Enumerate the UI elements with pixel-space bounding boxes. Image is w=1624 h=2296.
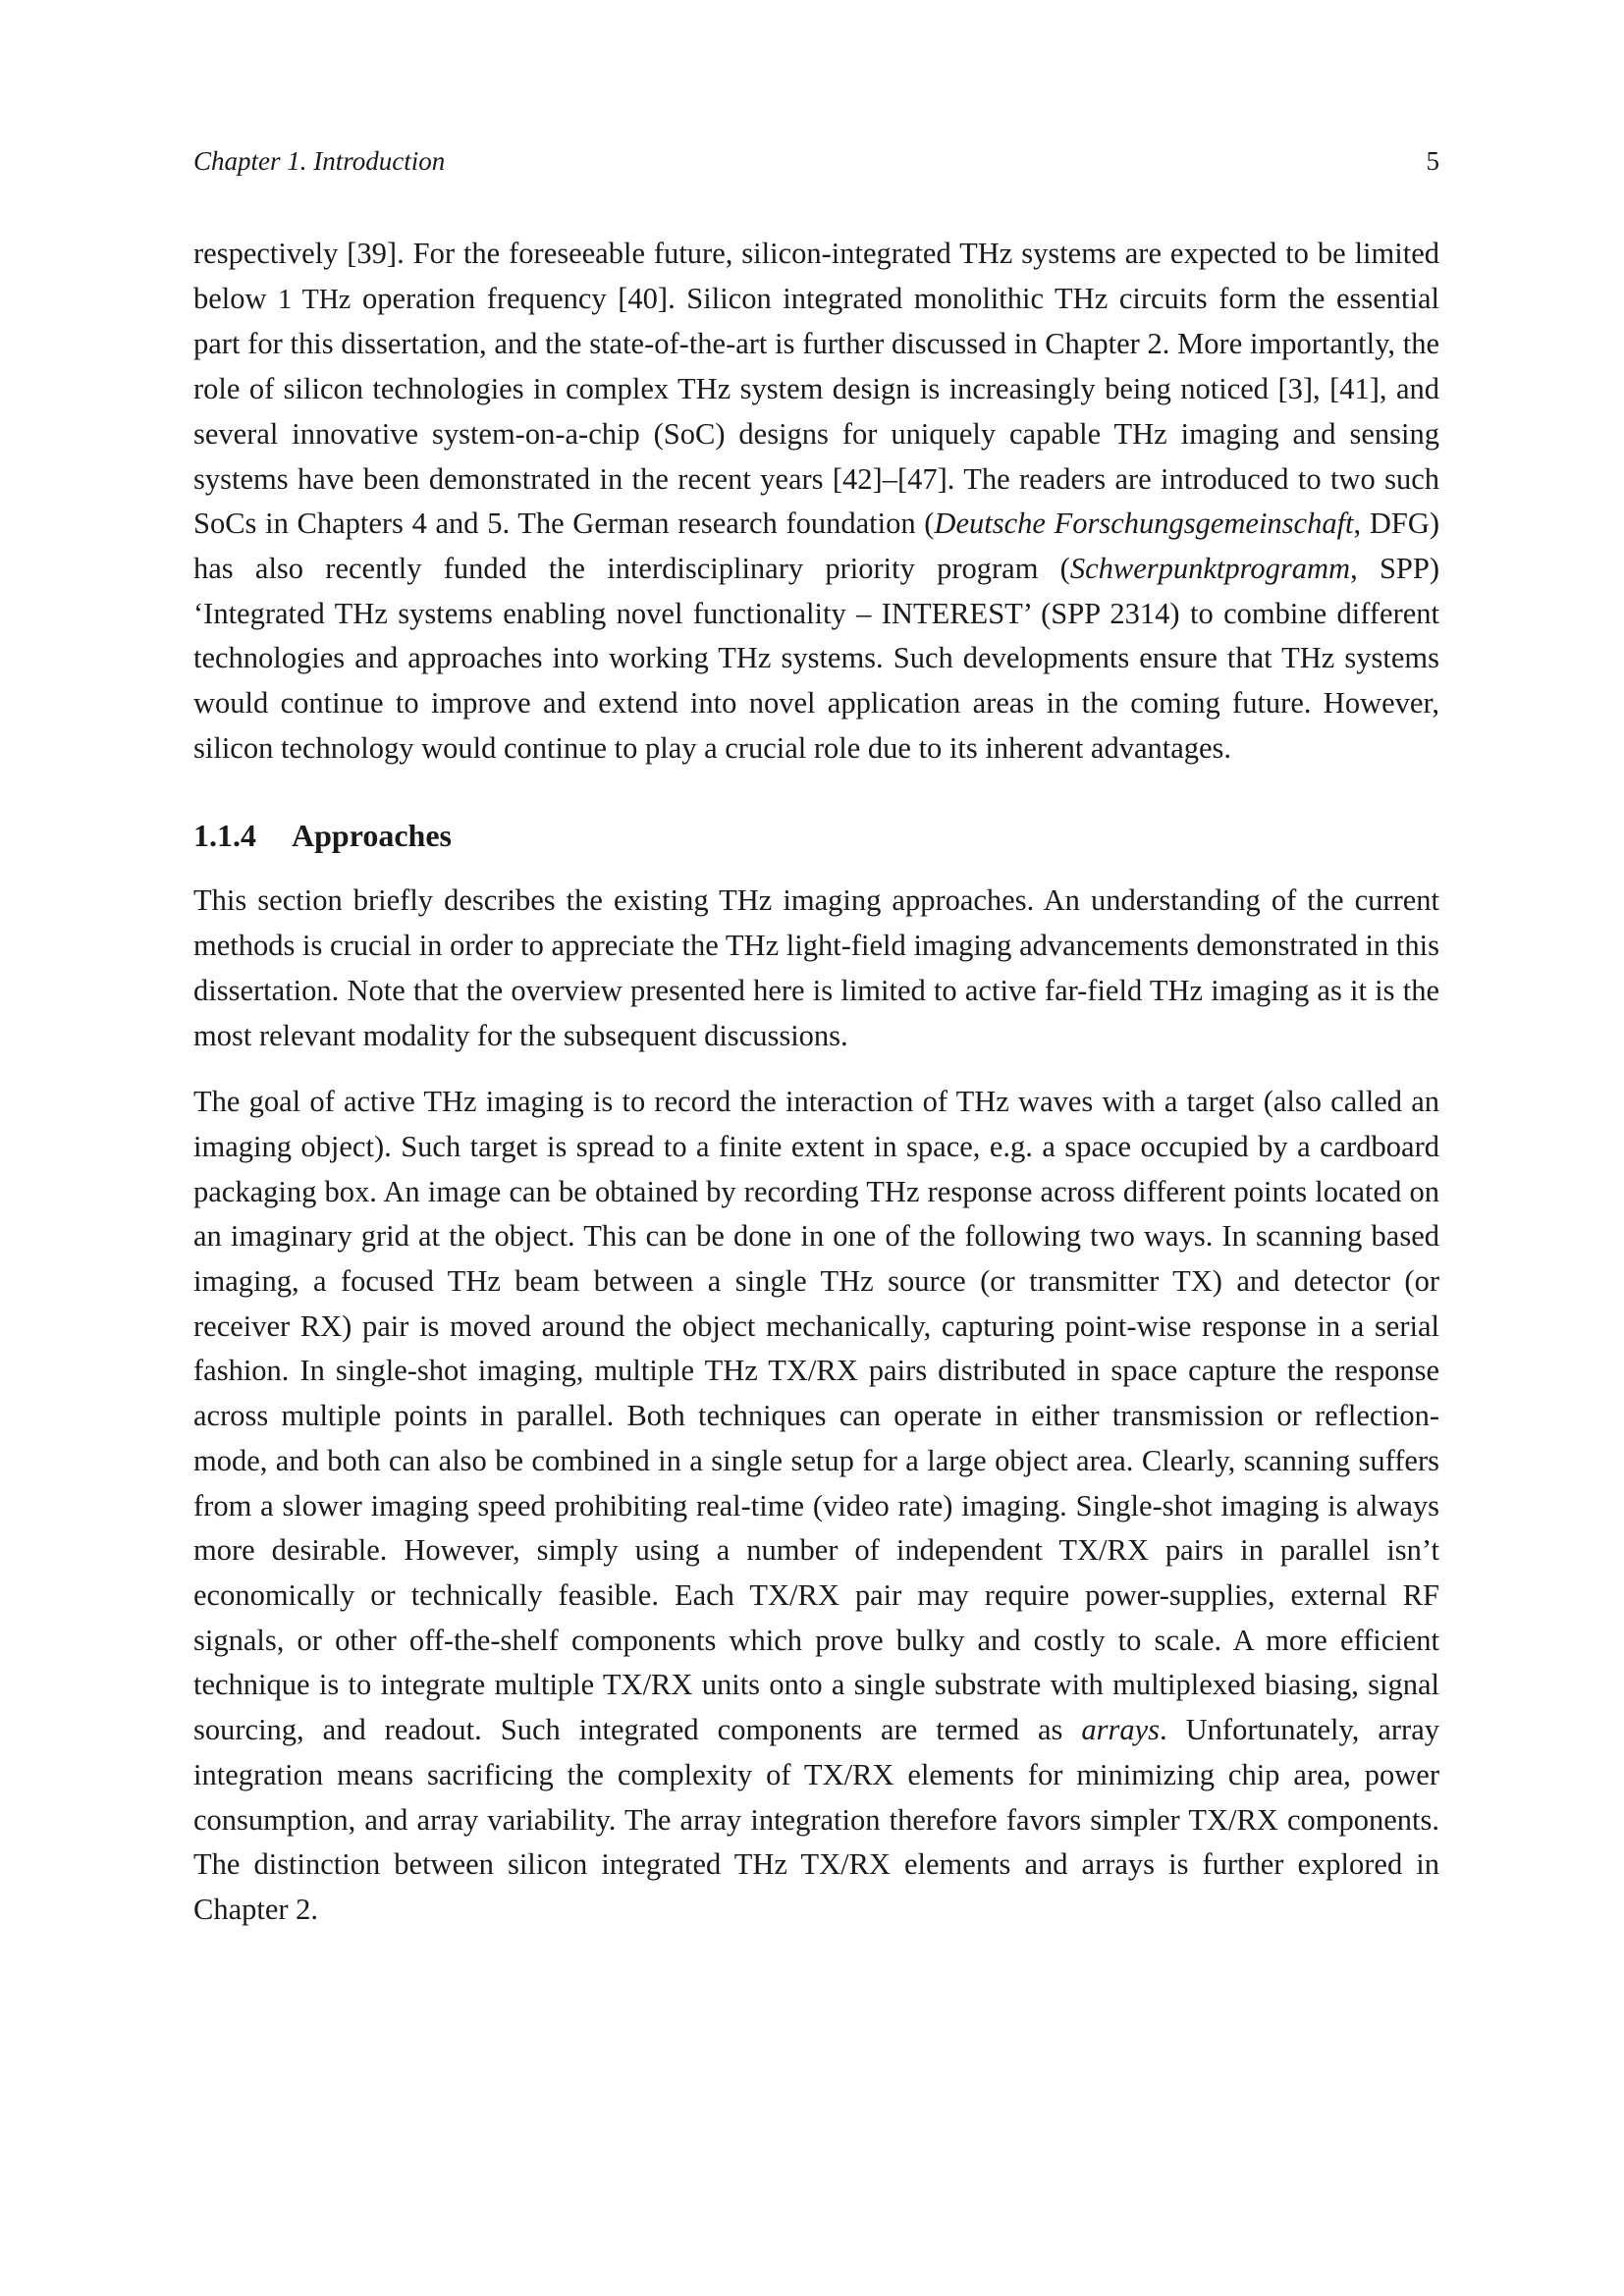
paragraph-3 [193, 1080, 1439, 1932]
section-heading [193, 814, 1439, 857]
emphasis-arrays: arrays [1081, 1713, 1161, 1747]
page-number: 5 [1426, 146, 1439, 176]
emphasis-dfg-name: Deutsche Forschungsgemeinschaft [934, 507, 1354, 541]
paragraph-1-text-d: , SPP) ‘Integrated THz systems enabling novel functionality – INTEREST’ (SPP 2314) to combine different technologies and approaches into working THz systems. Such developments ensure that THz systems would continue to improve and extend into novel application areas in the coming future. However, silicon technology would continue to play a crucial role due to its inherent advantages. [193, 551, 1439, 765]
body-text [193, 232, 1439, 1933]
paragraph-3-text-b: . Unfortunately, array integration means sacrificing the complexity of TX/RX elements for minimizing chip area, power consumption, and array variability. The array integration therefore favors simpler TX/RX components. The distinction between silicon integrated THz TX/RX elements and arrays is further explored in Chapter 2. [193, 1713, 1439, 1926]
paragraph-2: This section briefly describes the existing THz imaging approaches. An understanding of the current methods is crucial in order to appreciate the THz light-field imaging advancements demonstrated in this dissertation. Note that the overview presented here is limited to active far-field THz imaging as it is the most relevant modality for the subsequent discussions. [193, 883, 1439, 1052]
paragraph-1-text-a: respectively [39]. For the foreseeable future, silicon-integrated THz systems are expected to be limited below [193, 237, 1439, 315]
chapter-title: Chapter 1. Introduction [193, 146, 446, 176]
emphasis-spp-name: Schwerpunktprogramm [1069, 551, 1351, 585]
running-header [193, 143, 1439, 179]
paragraph-1-text-c: , DFG) has also recently funded the interdisciplinary priority program ( [193, 507, 1439, 585]
paragraph-3-text-a: The goal of active THz imaging is to record the interaction of THz waves with a target (also called an imaging object). Such target is spread to a finite extent in space, e.g. a space occupied by a cardboard packaging box. An image can be obtained by recording THz response across different points located on an imaginary grid at the object. This can be done in one of the following two ways. In scanning based imaging, a focused THz beam between a single THz source (or transmitter TX) and detector (or receiver RX) pair is moved around the object mechanically, capturing point-wise response in a serial fashion. In single-shot imaging, multiple THz TX/RX pairs distributed in space capture the response across multiple points in parallel. Both techniques can operate in either transmission or reflection-mode, and both can also be combined in a single setup for a large object area. Clearly, scanning suffers from a slower imaging speed prohibiting real-time (video rate) imaging. Single-shot imaging is always more desirable. However, simply using a number of independent TX/RX pairs in parallel isn’t economically or technically feasible. Each TX/RX pair may require power-supplies, external RF signals, or other off-the-shelf components which prove bulky and costly to scale. A more efficient technique is to integrate multiple TX/RX units onto a single substrate with multiplexed biasing, signal sourcing, and readout. Such integrated components are termed as [193, 1085, 1439, 1747]
section-number: 1.1.4 [193, 818, 256, 854]
paragraph-1-text-b: operation frequency [40]. Silicon integrated monolithic THz circuits form the essential part for this dissertation, and the state-of-the-art is further discussed in Chapter 2. More importantly, the role of silicon technologies in complex THz system design is increasingly being noticed [3], [41], and several innovative system-on-a-chip (SoC) designs for uniquely capable THz imaging and sensing systems have been demonstrated in the recent years [42]–[47]. The readers are introduced to two such SoCs in Chapters 4 and 5. The German research foundation ( [193, 281, 1439, 541]
frequency-unit: 1 THz [278, 284, 352, 315]
paragraph-1 [193, 232, 1439, 771]
section-title: Approaches [292, 818, 452, 854]
